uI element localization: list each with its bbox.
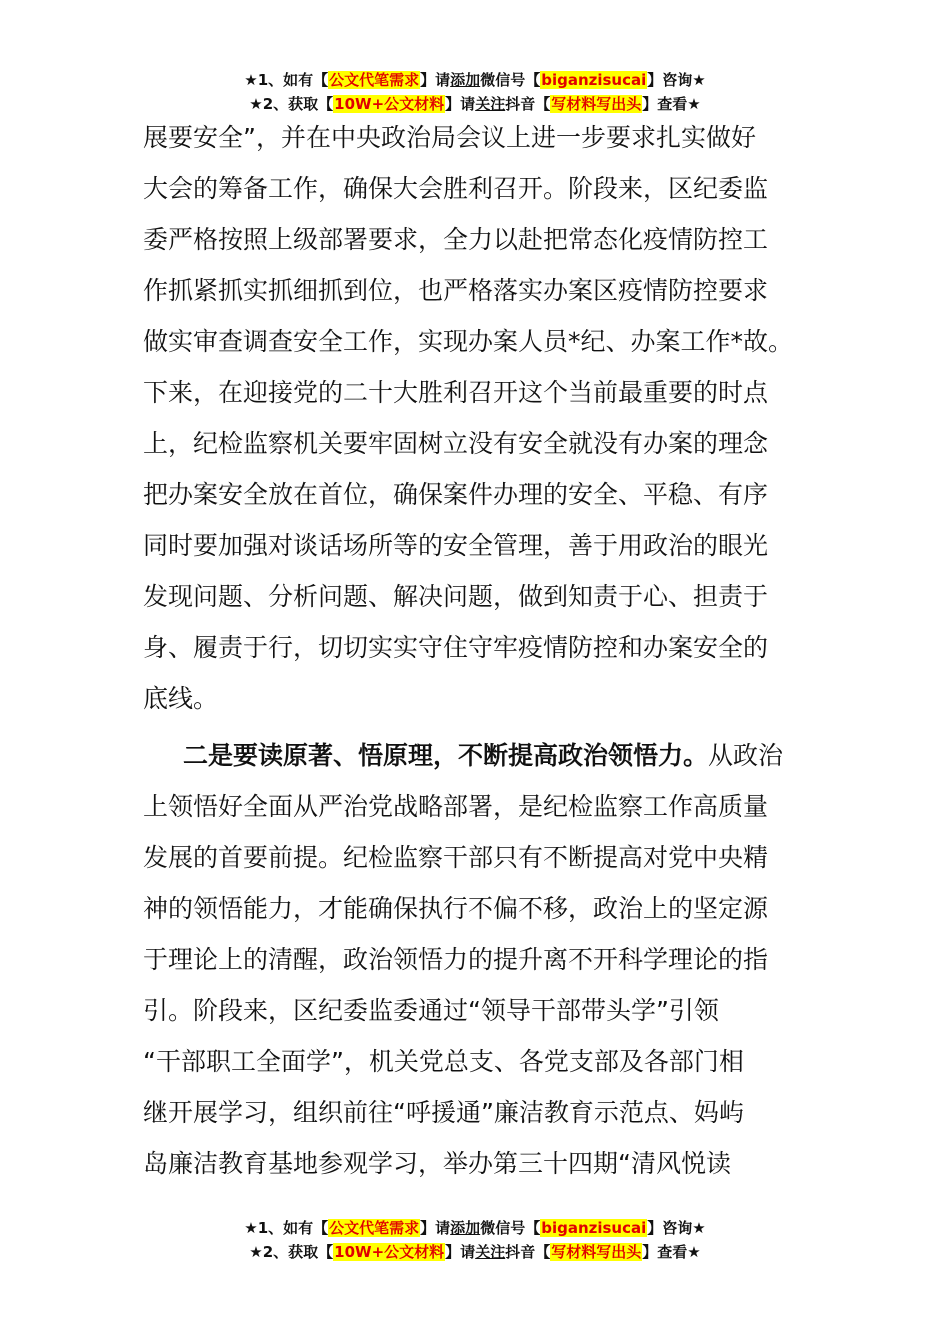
banner-line-1: ★1、如有【公文代笔需求】请添加微信号【biganzisucai】咨询★	[244, 71, 706, 89]
highlight-wechat-id: biganzisucai	[541, 1219, 647, 1237]
bottom-banner	[0, 1216, 950, 1264]
star-icon: ★	[692, 1219, 706, 1237]
star-icon: ★	[244, 1219, 258, 1237]
star-icon: ★	[687, 95, 701, 113]
text-line: 岛廉洁教育基地参观学习，举办第三十四期“清风悦读	[143, 1149, 731, 1178]
banner-line-2: ★2、获取【10W+公文材料】请关注抖音【写材料写出头】查看★	[249, 95, 701, 113]
paragraph-1	[143, 112, 811, 724]
star-icon: ★	[249, 95, 263, 113]
highlight-materials: 10W+公文材料	[334, 95, 445, 113]
highlight-wechat-id: biganzisucai	[541, 71, 647, 89]
text-line: 下来，在迎接党的二十大胜利召开这个当前最重要的时点	[143, 378, 769, 407]
text-line: 同时要加强对谈话场所等的安全管理，善于用政治的眼光	[143, 531, 769, 560]
banner-line-2: ★2、获取【10W+公文材料】请关注抖音【写材料写出头】查看★	[249, 1243, 701, 1261]
highlight-materials: 10W+公文材料	[334, 1243, 445, 1261]
top-banner	[0, 68, 950, 116]
highlight-service: 公文代笔需求	[329, 1219, 420, 1237]
star-icon: ★	[249, 1243, 263, 1261]
highlight-douyin-account: 写材料写出头	[551, 95, 642, 113]
text-line: 发展的首要前提。纪检监察干部只有不断提高对党中央精	[143, 843, 769, 872]
star-icon: ★	[244, 71, 258, 89]
text-line: 上领悟好全面从严治党战略部署，是纪检监察工作高质量	[143, 792, 769, 821]
star-icon: ★	[687, 1243, 701, 1261]
text-line: 委严格按照上级部署要求，全力以赴把常态化疫情防控工	[143, 225, 769, 254]
banner-line-1: ★1、如有【公文代笔需求】请添加微信号【biganzisucai】咨询★	[244, 1219, 706, 1237]
text-line: 作抓紧抓实抓细抓到位，也严格落实办案区疫情防控要求	[143, 276, 769, 305]
text-line: 把办案安全放在首位，确保案件办理的安全、平稳、有序	[143, 480, 769, 509]
highlight-service: 公文代笔需求	[329, 71, 420, 89]
text-line: 于理论上的清醒，政治领悟力的提升离不开科学理论的指	[143, 945, 769, 974]
section-heading: 二是要读原著、悟原理，不断提高政治领悟力。	[183, 741, 709, 770]
paragraph-2	[143, 730, 811, 1189]
text-line: 做实审查调查安全工作，实现办案人员*纪、办案工作*故。	[143, 327, 794, 356]
text-line: 神的领悟能力，才能确保执行不偏不移，政治上的坚定源	[143, 894, 769, 923]
text-line: 身、履责于行，切切实实守住守牢疫情防控和办案安全的	[143, 633, 769, 662]
text-line: 底线。	[143, 684, 219, 713]
text-line: 引。阶段来，区纪委监委通过“领导干部带头学”引领	[143, 996, 719, 1025]
text-line: 继开展学习，组织前往“呼援通”廉洁教育示范点、妈屿	[143, 1098, 744, 1127]
text-line: “干部职工全面学”，机关党总支、各党支部及各部门相	[143, 1047, 744, 1076]
star-icon: ★	[692, 71, 706, 89]
highlight-douyin-account: 写材料写出头	[551, 1243, 642, 1261]
text-line: 大会的筹备工作，确保大会胜利召开。阶段来，区纪委监	[143, 174, 769, 203]
text-line: 发现问题、分析问题、解决问题，做到知责于心、担责于	[143, 582, 769, 611]
text-line: 展要安全”，并在中央政治局会议上进一步要求扎实做好	[143, 123, 756, 152]
paragraph-2-first-line: 二是要读原著、悟原理，不断提高政治领悟力。从政治	[183, 741, 784, 770]
text-line: 上，纪检监察机关要牢固树立没有安全就没有办案的理念	[143, 429, 769, 458]
